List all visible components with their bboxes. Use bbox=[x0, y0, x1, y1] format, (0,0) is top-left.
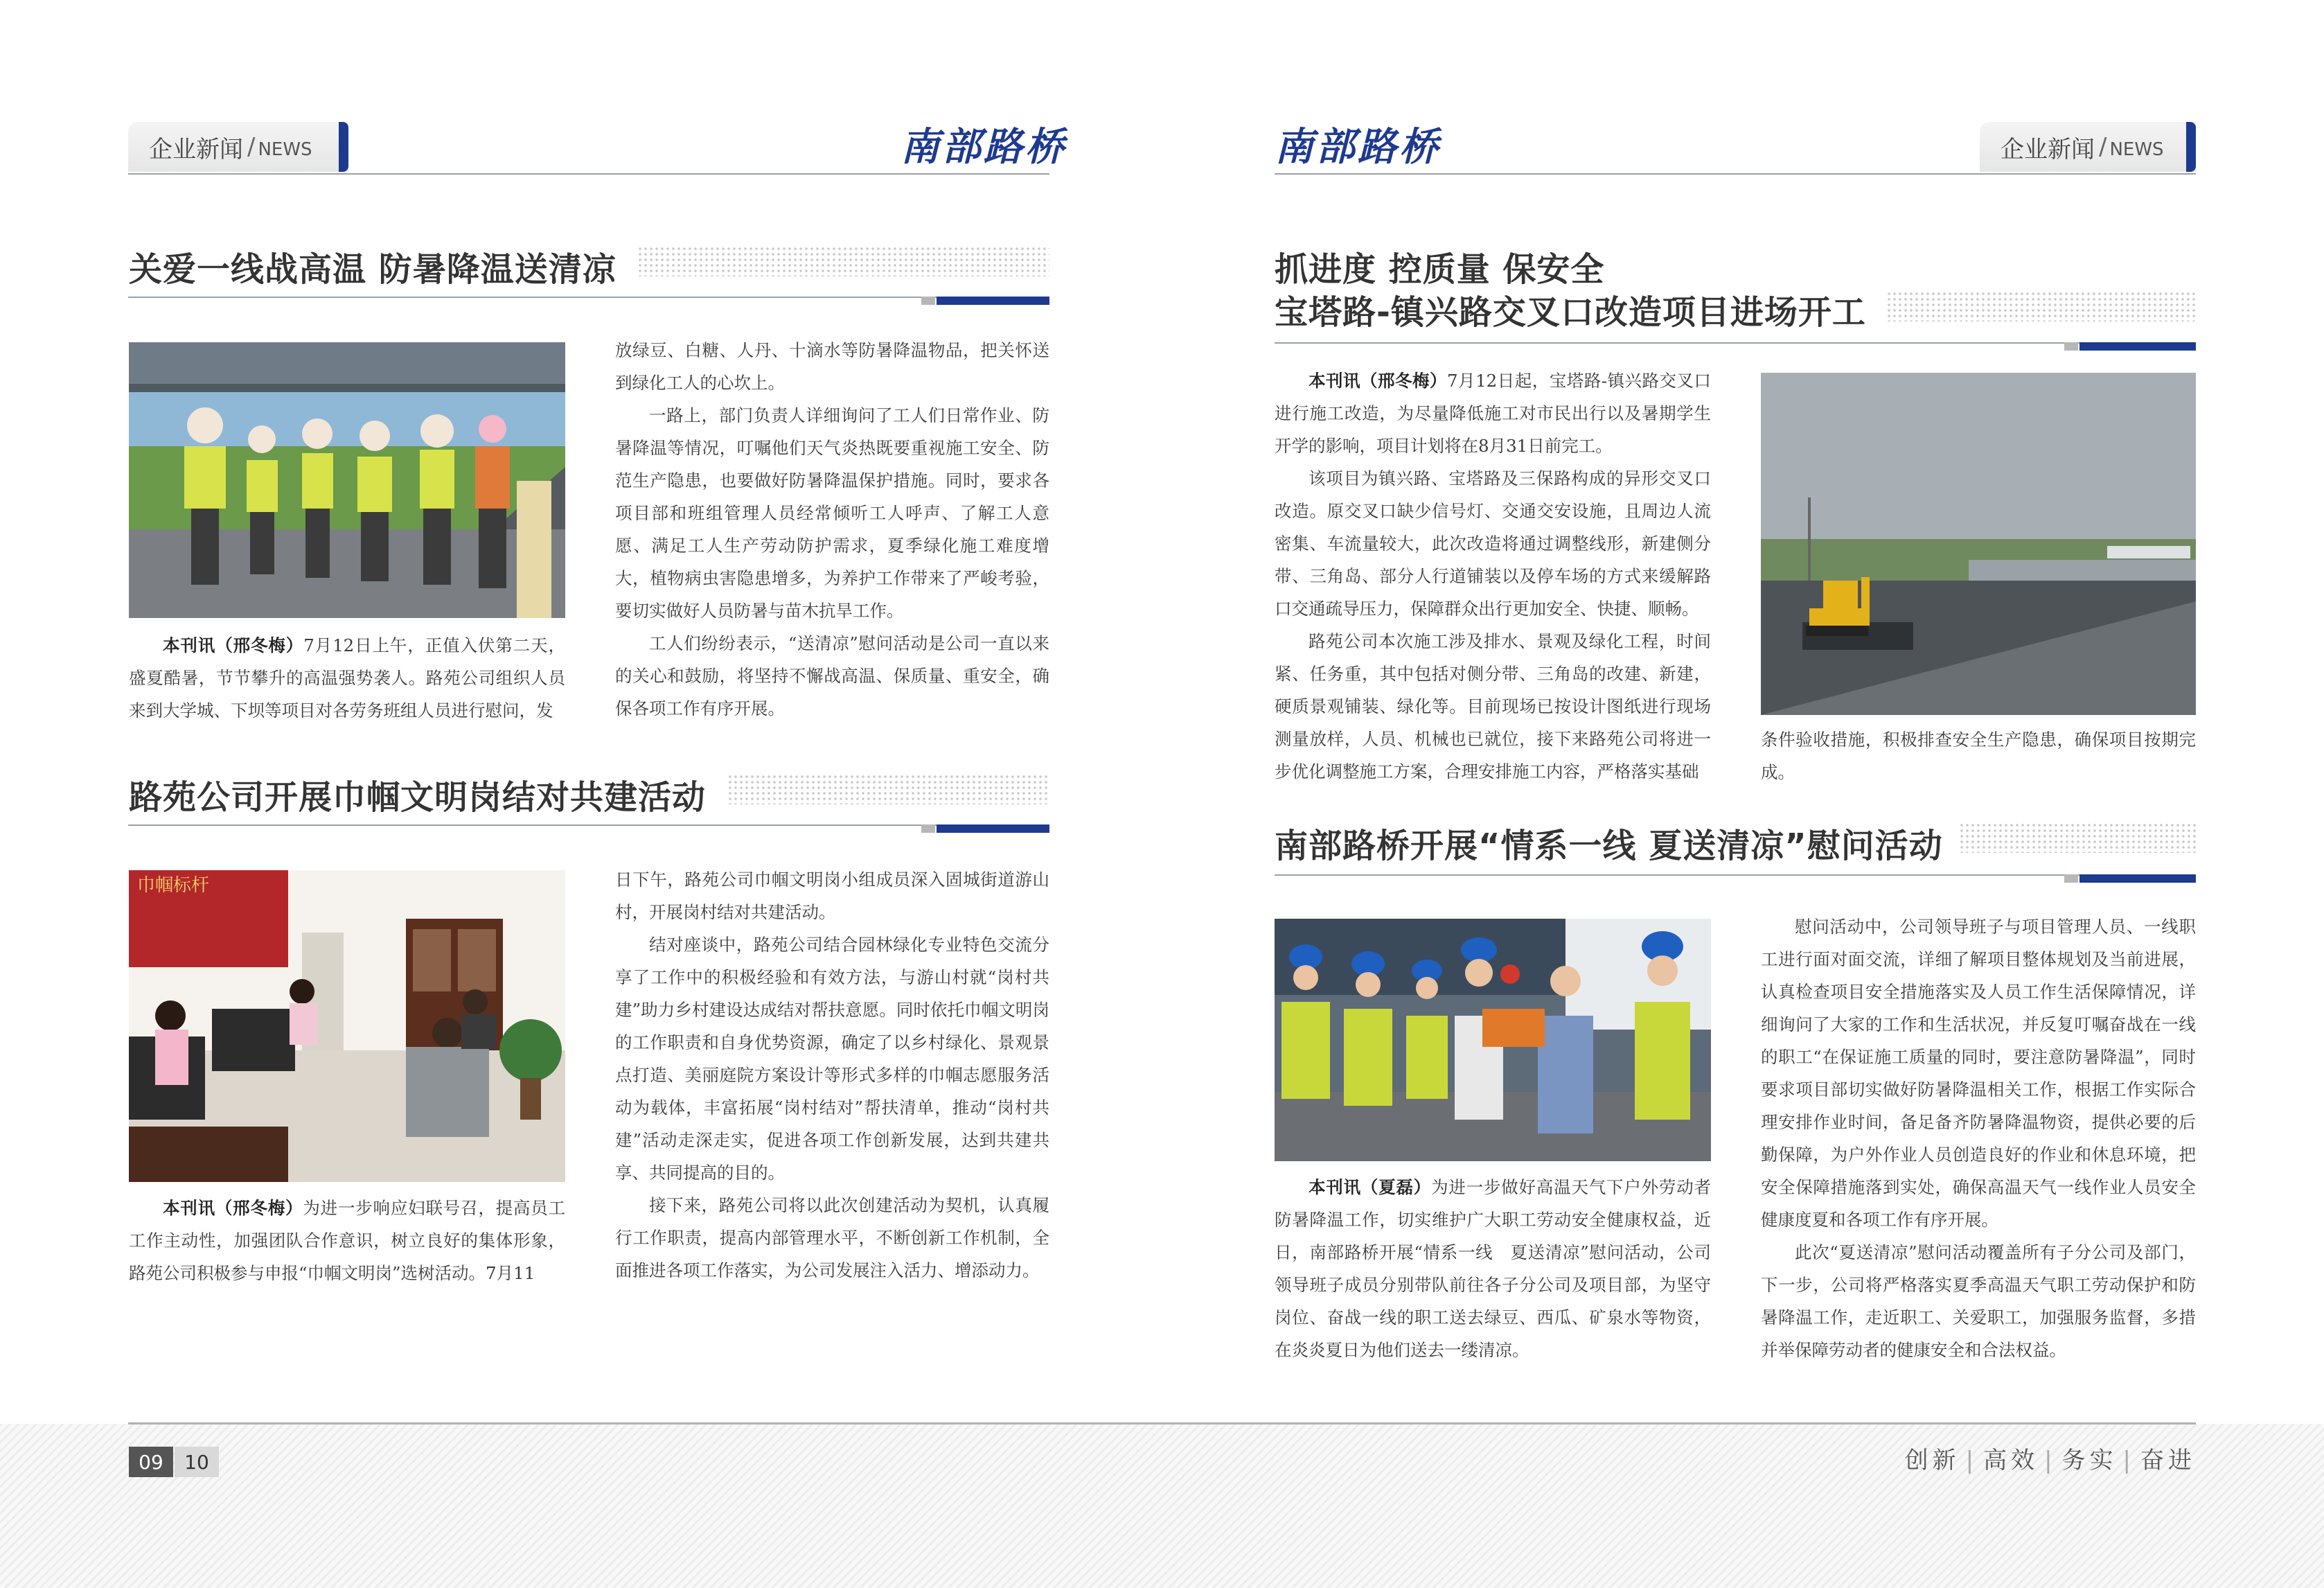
photo-meeting-room bbox=[129, 870, 565, 1182]
footer-rule bbox=[128, 1422, 2196, 1424]
title-accent bbox=[2079, 874, 2196, 883]
tab-label-en: NEWS bbox=[2109, 139, 2164, 160]
article2-caption bbox=[129, 1192, 565, 1289]
caption-text: 条件验收措施，积极排查安全生产隐患，确保项目按期完成。 bbox=[1761, 730, 2196, 782]
caption-byline: 本刊讯（夏磊） bbox=[1309, 1177, 1432, 1197]
tab-accent-bar bbox=[339, 122, 348, 172]
tab-accent-bar bbox=[2186, 122, 2196, 172]
article2-title: 路苑公司开展巾帼文明岗结对共建活动 bbox=[129, 778, 707, 817]
title-accent-grey bbox=[921, 824, 935, 833]
header-rule bbox=[1275, 173, 2196, 175]
body-text: 7月12日起，宝塔路-镇兴路交叉口进行施工改造，为尽量降低施工对市民出行以及暑期学生开学的影响，项目计划将在8月31日前完工。 bbox=[1275, 371, 1711, 456]
title-accent bbox=[937, 297, 1049, 305]
body-paragraph: 一路上，部门负责人详细询问了工人们日常作业、防暑降温等情况，叮嘱他们天气炎热既要重视施工安全、防范生产隐患，也要做好防暑降温保护措施。同时，要求各项目部和班组管理人员经常倾听工人呼声、了解工人意愿、满足工人生产劳动防护需求，夏季绿化施工难度增大，植物病虫害隐患增多，为养护工作带来了严峻考验，要切实做好人员防暑与苗木抗旱工作。 bbox=[615, 405, 1049, 621]
brand-logo: 南部路桥 bbox=[901, 124, 1067, 170]
right-page bbox=[1162, 0, 2324, 1588]
title-accent bbox=[2079, 342, 2196, 351]
title-dot-pattern bbox=[1886, 291, 2196, 321]
caption-byline: 本刊讯（邢冬梅） bbox=[163, 1198, 303, 1218]
banner-text: 巾帼标杆 bbox=[137, 875, 210, 896]
title-dot-pattern bbox=[637, 246, 1049, 276]
title-dot-pattern bbox=[727, 774, 1049, 804]
caption-text: 为进一步响应妇联号召，提高员工工作主动性，加强团队合作意识，树立良好的集体形象，路苑公司积极参与申报“巾帼文明岗”选树活动。7月11 bbox=[129, 1198, 566, 1283]
article4-body bbox=[1761, 910, 2196, 1366]
photo-workers-hardhats bbox=[1275, 919, 1711, 1161]
body-paragraph: 接下来，路苑公司将以此次创建活动为契机，认真履行工作职责，提高内部管理水平，不断创新工作机制，全面推进各项工作落实，为公司发展注入活力、增添动力。 bbox=[615, 1195, 1049, 1280]
title-rule bbox=[1275, 874, 2196, 876]
article-byline: 本刊讯（邢冬梅） bbox=[1309, 371, 1447, 391]
brand-logo: 南部路桥 bbox=[1275, 124, 1441, 170]
tab-label: 企业新闻 bbox=[2001, 135, 2095, 164]
photo-construction-site bbox=[1761, 373, 2196, 715]
section-tab bbox=[128, 122, 348, 172]
title-dot-pattern bbox=[1959, 822, 2196, 853]
article1-title: 关爱一线战高温 防暑降温送清凉 bbox=[129, 250, 617, 289]
tab-label-en: NEWS bbox=[258, 139, 312, 160]
article3-title-line1: 抓进度 控质量 保安全 bbox=[1275, 250, 1605, 289]
title-accent bbox=[937, 824, 1049, 833]
caption-text: 7月12日上午，正值入伏第二天，盛夏酷暑，节节攀升的高温强势袭人。路苑公司组织人员来到大学城、下坝等项目对各劳务班组人员进行慰问，发 bbox=[129, 635, 566, 721]
title-rule bbox=[128, 297, 1049, 298]
title-rule bbox=[1275, 342, 2196, 344]
article4-caption bbox=[1275, 1171, 1711, 1366]
body-paragraph: 该项目为镇兴路、宝塔路及三保路构成的异形交叉口改造。原交叉口缺少信号灯、交通交安设施，且周边人流密集、车流量较大，此次改造将通过调整线形，新建侧分带、三角岛、部分人行道铺装以及停车场的方式来缓解路口交通疏导压力，保障群众出行更加安全、快捷、顺畅。 bbox=[1275, 468, 1711, 619]
body-paragraph: 放绿豆、白糖、人丹、十滴水等防暑降温物品，把关怀送到绿化工人的心坎上。 bbox=[615, 340, 1049, 393]
caption-byline: 本刊讯（邢冬梅） bbox=[163, 635, 304, 655]
photo-workers-summer bbox=[129, 342, 565, 618]
header-rule bbox=[128, 173, 1049, 175]
body-paragraph: 工人们纷纷表示，“送清凉”慰问活动是公司一直以来的关心和鼓励，将坚持不懈战高温、保质量、重安全，确保各项工作有序开展。 bbox=[615, 633, 1049, 718]
article4-title: 南部路桥开展“情系一线 夏送清凉”慰问活动 bbox=[1275, 827, 1943, 865]
page-number-left: 09 bbox=[129, 1447, 173, 1477]
slogan-word: 创新 bbox=[1904, 1447, 1960, 1474]
title-accent-grey bbox=[921, 297, 935, 305]
section-tab bbox=[1980, 122, 2196, 172]
body-paragraph: 路苑公司本次施工涉及排水、景观及绿化工程，时间紧、任务重，其中包括对侧分带、三角岛的改建、新建，硬质景观铺装、绿化等。目前现场已按设计图纸进行现场测量放样，人员、机械也已就位，接下来路苑公司将进一步优化调整施工方案，合理安排施工内容，严格落实基础 bbox=[1275, 631, 1711, 782]
article2-body bbox=[615, 863, 1049, 1287]
article3-title-line2: 宝塔路-镇兴路交叉口改造项目进场开工 bbox=[1275, 293, 1866, 332]
body-paragraph: 此次“夏送清凉”慰问活动覆盖所有子分公司及部门，下一步，公司将严格落实夏季高温天气职工劳动保护和防暑降温工作，走近职工、关爱职工，加强服务监督，多措并举保障劳动者的健康安全和合法权益。 bbox=[1761, 1242, 2196, 1360]
caption-text: 为进一步做好高温天气下户外劳动者防暑降温工作，切实维护广大职工劳动安全健康权益，近日，南部路桥开展“情系一线 夏送清凉”慰问活动，公司领导班子成员分别带队前往各子分公司及项目部，为坚守岗位、奋战一线的职工送去绿豆、西瓜、矿泉水等物资，在炎炎夏日为他们送去一缕清凉。 bbox=[1275, 1177, 1712, 1360]
article1-body bbox=[615, 334, 1049, 725]
tab-slash: / bbox=[247, 133, 256, 161]
title-accent-grey bbox=[2064, 342, 2078, 351]
tab-slash: / bbox=[2099, 133, 2107, 161]
body-paragraph: 日下午，路苑公司巾帼文明岗小组成员深入固城街道游山村，开展岗村结对共建活动。 bbox=[615, 870, 1049, 922]
article1-caption bbox=[129, 629, 565, 727]
title-accent-grey bbox=[2064, 874, 2078, 883]
article3-caption bbox=[1761, 723, 2196, 788]
footer-slogan: 创新 | 高效 | 务实 | 奋进 bbox=[1904, 1447, 2196, 1474]
slogan-word: 奋进 bbox=[2140, 1447, 2196, 1474]
tab-label: 企业新闻 bbox=[149, 135, 243, 164]
slogan-word: 高效 bbox=[1983, 1447, 2039, 1474]
body-paragraph: 结对座谈中，路苑公司结合园林绿化专业特色交流分享了工作中的积极经验和有效方法，与游山村就“岗村共建”助力乡村建设达成结对帮扶意愿。同时依托巾帼文明岗的工作职责和自身优势资源，确定了以乡村绿化、景观景点打造、美丽庭院方案设计等形式多样的巾帼志愿服务活动为载体，丰富拓展“岗村结对”帮扶清单，推动“岗村共建”活动走深走实，促进各项工作创新发展，达到共建共享、共同提高的目的。 bbox=[615, 935, 1049, 1183]
slogan-word: 务实 bbox=[2061, 1447, 2118, 1474]
page-number-right: 10 bbox=[175, 1447, 219, 1477]
body-paragraph: 慰问活动中，公司领导班子与项目管理人员、一线职工进行面对面交流，详细了解项目整体规划及当前进展，认真检查项目安全措施落实及人员工作生活保障情况，详细询问了大家的工作和生活状况，并反复叮嘱奋战在一线的职工“在保证施工质量的同时，要注意防暑降温”，同时要求项目部切实做好防暑降温相关工作，根据工作实际合理安排作业时间，备足备齐防暑降温物资，提供必要的后勤保障，为户外作业人员创造良好的作业和休息环境，把安全保障措施落到实处，确保高温天气一线作业人员安全健康度夏和各项工作有序开展。 bbox=[1761, 917, 2196, 1230]
title-rule bbox=[128, 824, 1049, 826]
article3-body bbox=[1275, 364, 1711, 788]
